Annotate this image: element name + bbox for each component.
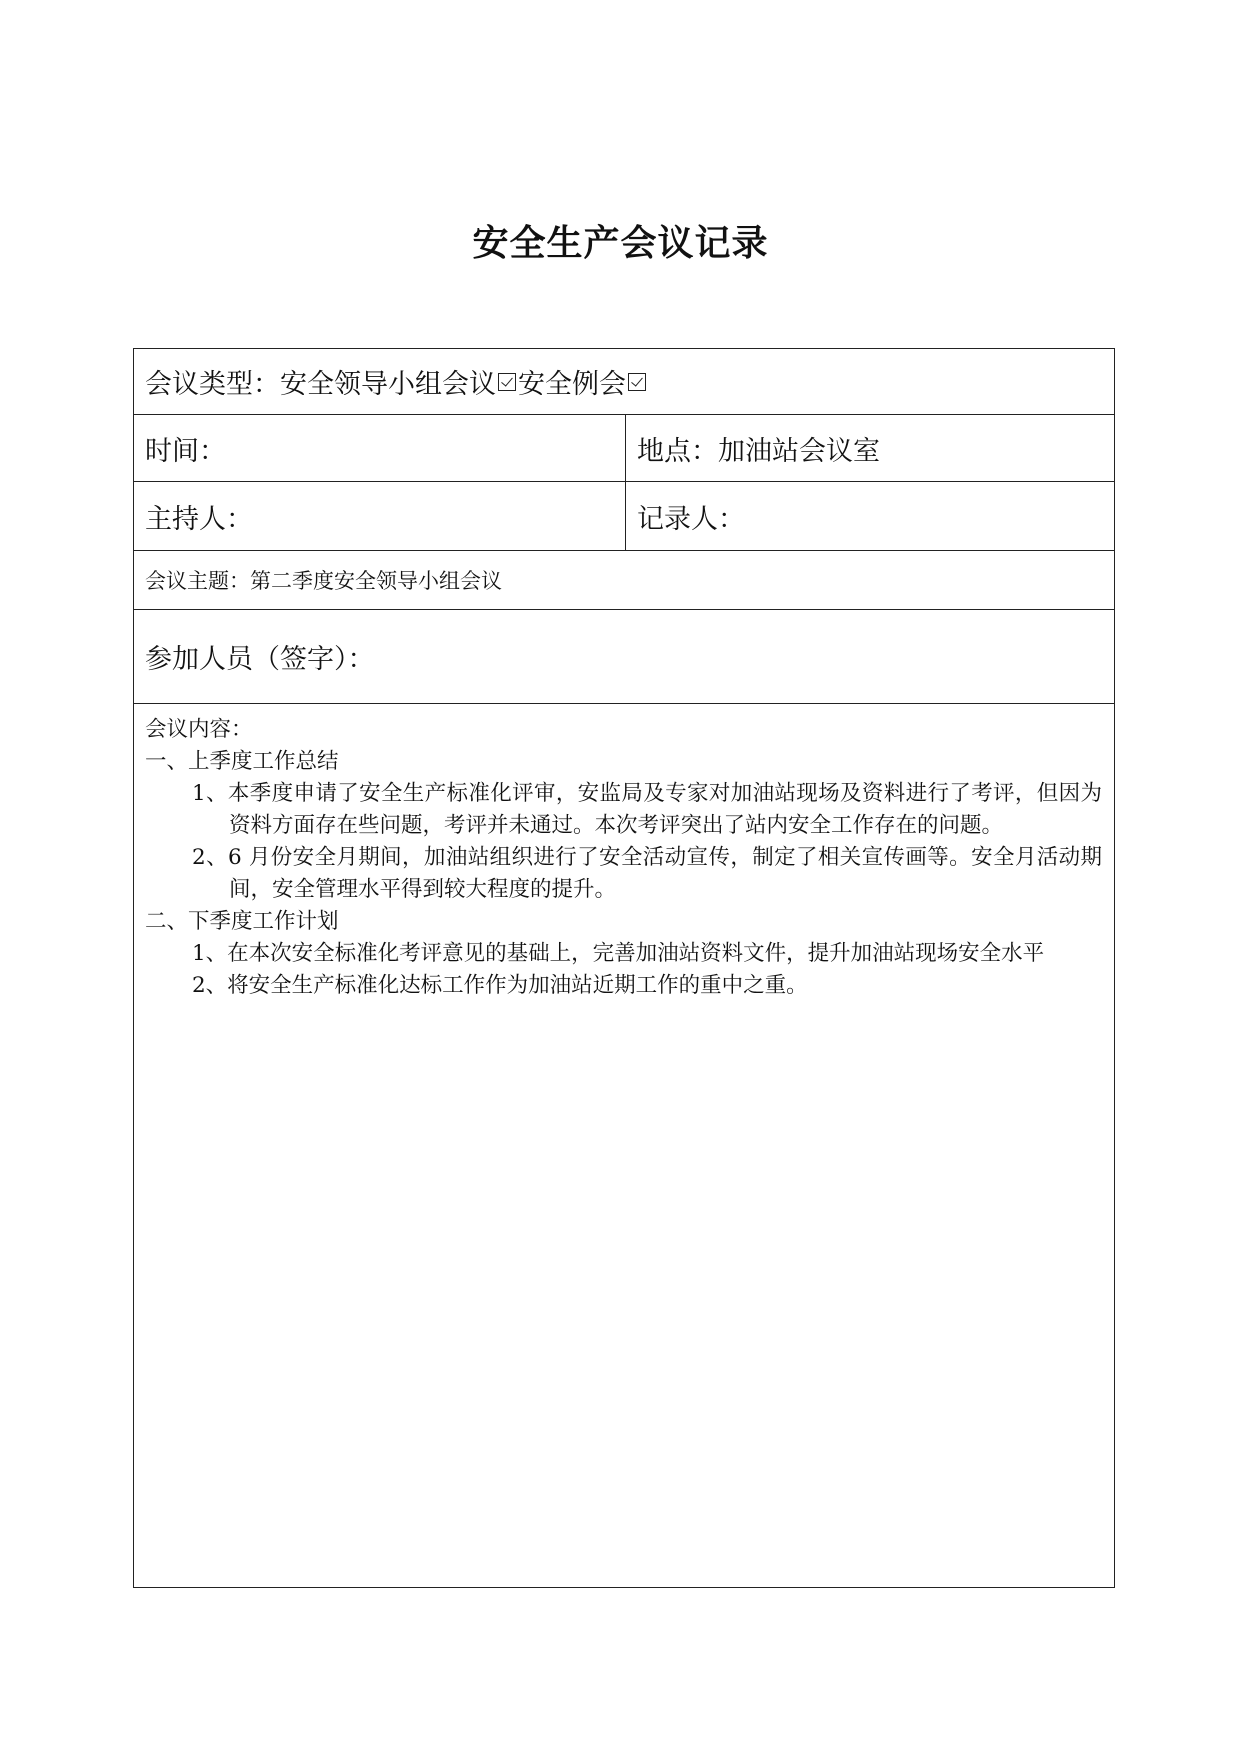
location-label: 地点：	[637, 435, 718, 467]
section-1-item-2: 2、6 月份安全月期间，加油站组织进行了安全活动宣传，制定了相关宣传画等。安全月活动期间，安全管理水平得到较大程度的提升。	[192, 845, 1102, 902]
topic-value: 第二季度安全领导小组会议	[250, 569, 502, 593]
attendees-row	[134, 610, 1114, 704]
meeting-type-row	[134, 349, 1114, 415]
meeting-type-option-leadership: 安全领导小组会议	[280, 369, 496, 400]
host-recorder-row	[134, 482, 1114, 551]
location-cell[interactable]	[626, 415, 1114, 481]
recorder-label: 记录人：	[637, 503, 745, 535]
meeting-record-form	[133, 348, 1115, 1588]
attendees-label: 参加人员（签字）：	[145, 644, 375, 675]
section-2-item-2: 2、将安全生产标准化达标工作作为加油站近期工作的重中之重。	[192, 973, 808, 998]
topic-label: 会议主题：	[145, 569, 250, 593]
time-location-row	[134, 415, 1114, 482]
time-cell[interactable]	[134, 415, 626, 481]
leadership-meeting-checkbox[interactable]	[498, 373, 516, 391]
section-2-item-1: 1、在本次安全标准化考评意见的基础上，完善加油站资料文件，提升加油站现场安全水平	[192, 941, 1045, 966]
section-2-heading: 二、下季度工作计划	[145, 909, 339, 934]
topic-row	[134, 551, 1114, 610]
section-1-item-1: 1、本季度申请了安全生产标准化评审，安监局及专家对加油站现场及资料进行了考评，但因为资料方面存在些问题，考评并未通过。本次考评突出了站内安全工作存在的问题。	[192, 781, 1102, 838]
meeting-type-label: 会议类型：	[145, 369, 280, 400]
recorder-cell[interactable]	[626, 482, 1114, 550]
time-label: 时间：	[145, 435, 226, 467]
location-value: 加油站会议室	[718, 435, 880, 467]
meeting-content[interactable]	[134, 704, 1114, 1002]
document-title: 安全生产会议记录	[472, 223, 769, 264]
content-label: 会议内容：	[145, 717, 253, 742]
host-cell[interactable]	[134, 482, 626, 550]
host-label: 主持人：	[145, 503, 253, 535]
regular-meeting-checkbox[interactable]	[628, 373, 646, 391]
attendees-cell[interactable]	[134, 610, 1114, 703]
meeting-type-option-regular: 安全例会	[518, 369, 626, 400]
section-1-heading: 一、上季度工作总结	[145, 749, 339, 774]
meeting-type-cell	[134, 349, 1114, 414]
topic-cell[interactable]	[134, 551, 1114, 609]
